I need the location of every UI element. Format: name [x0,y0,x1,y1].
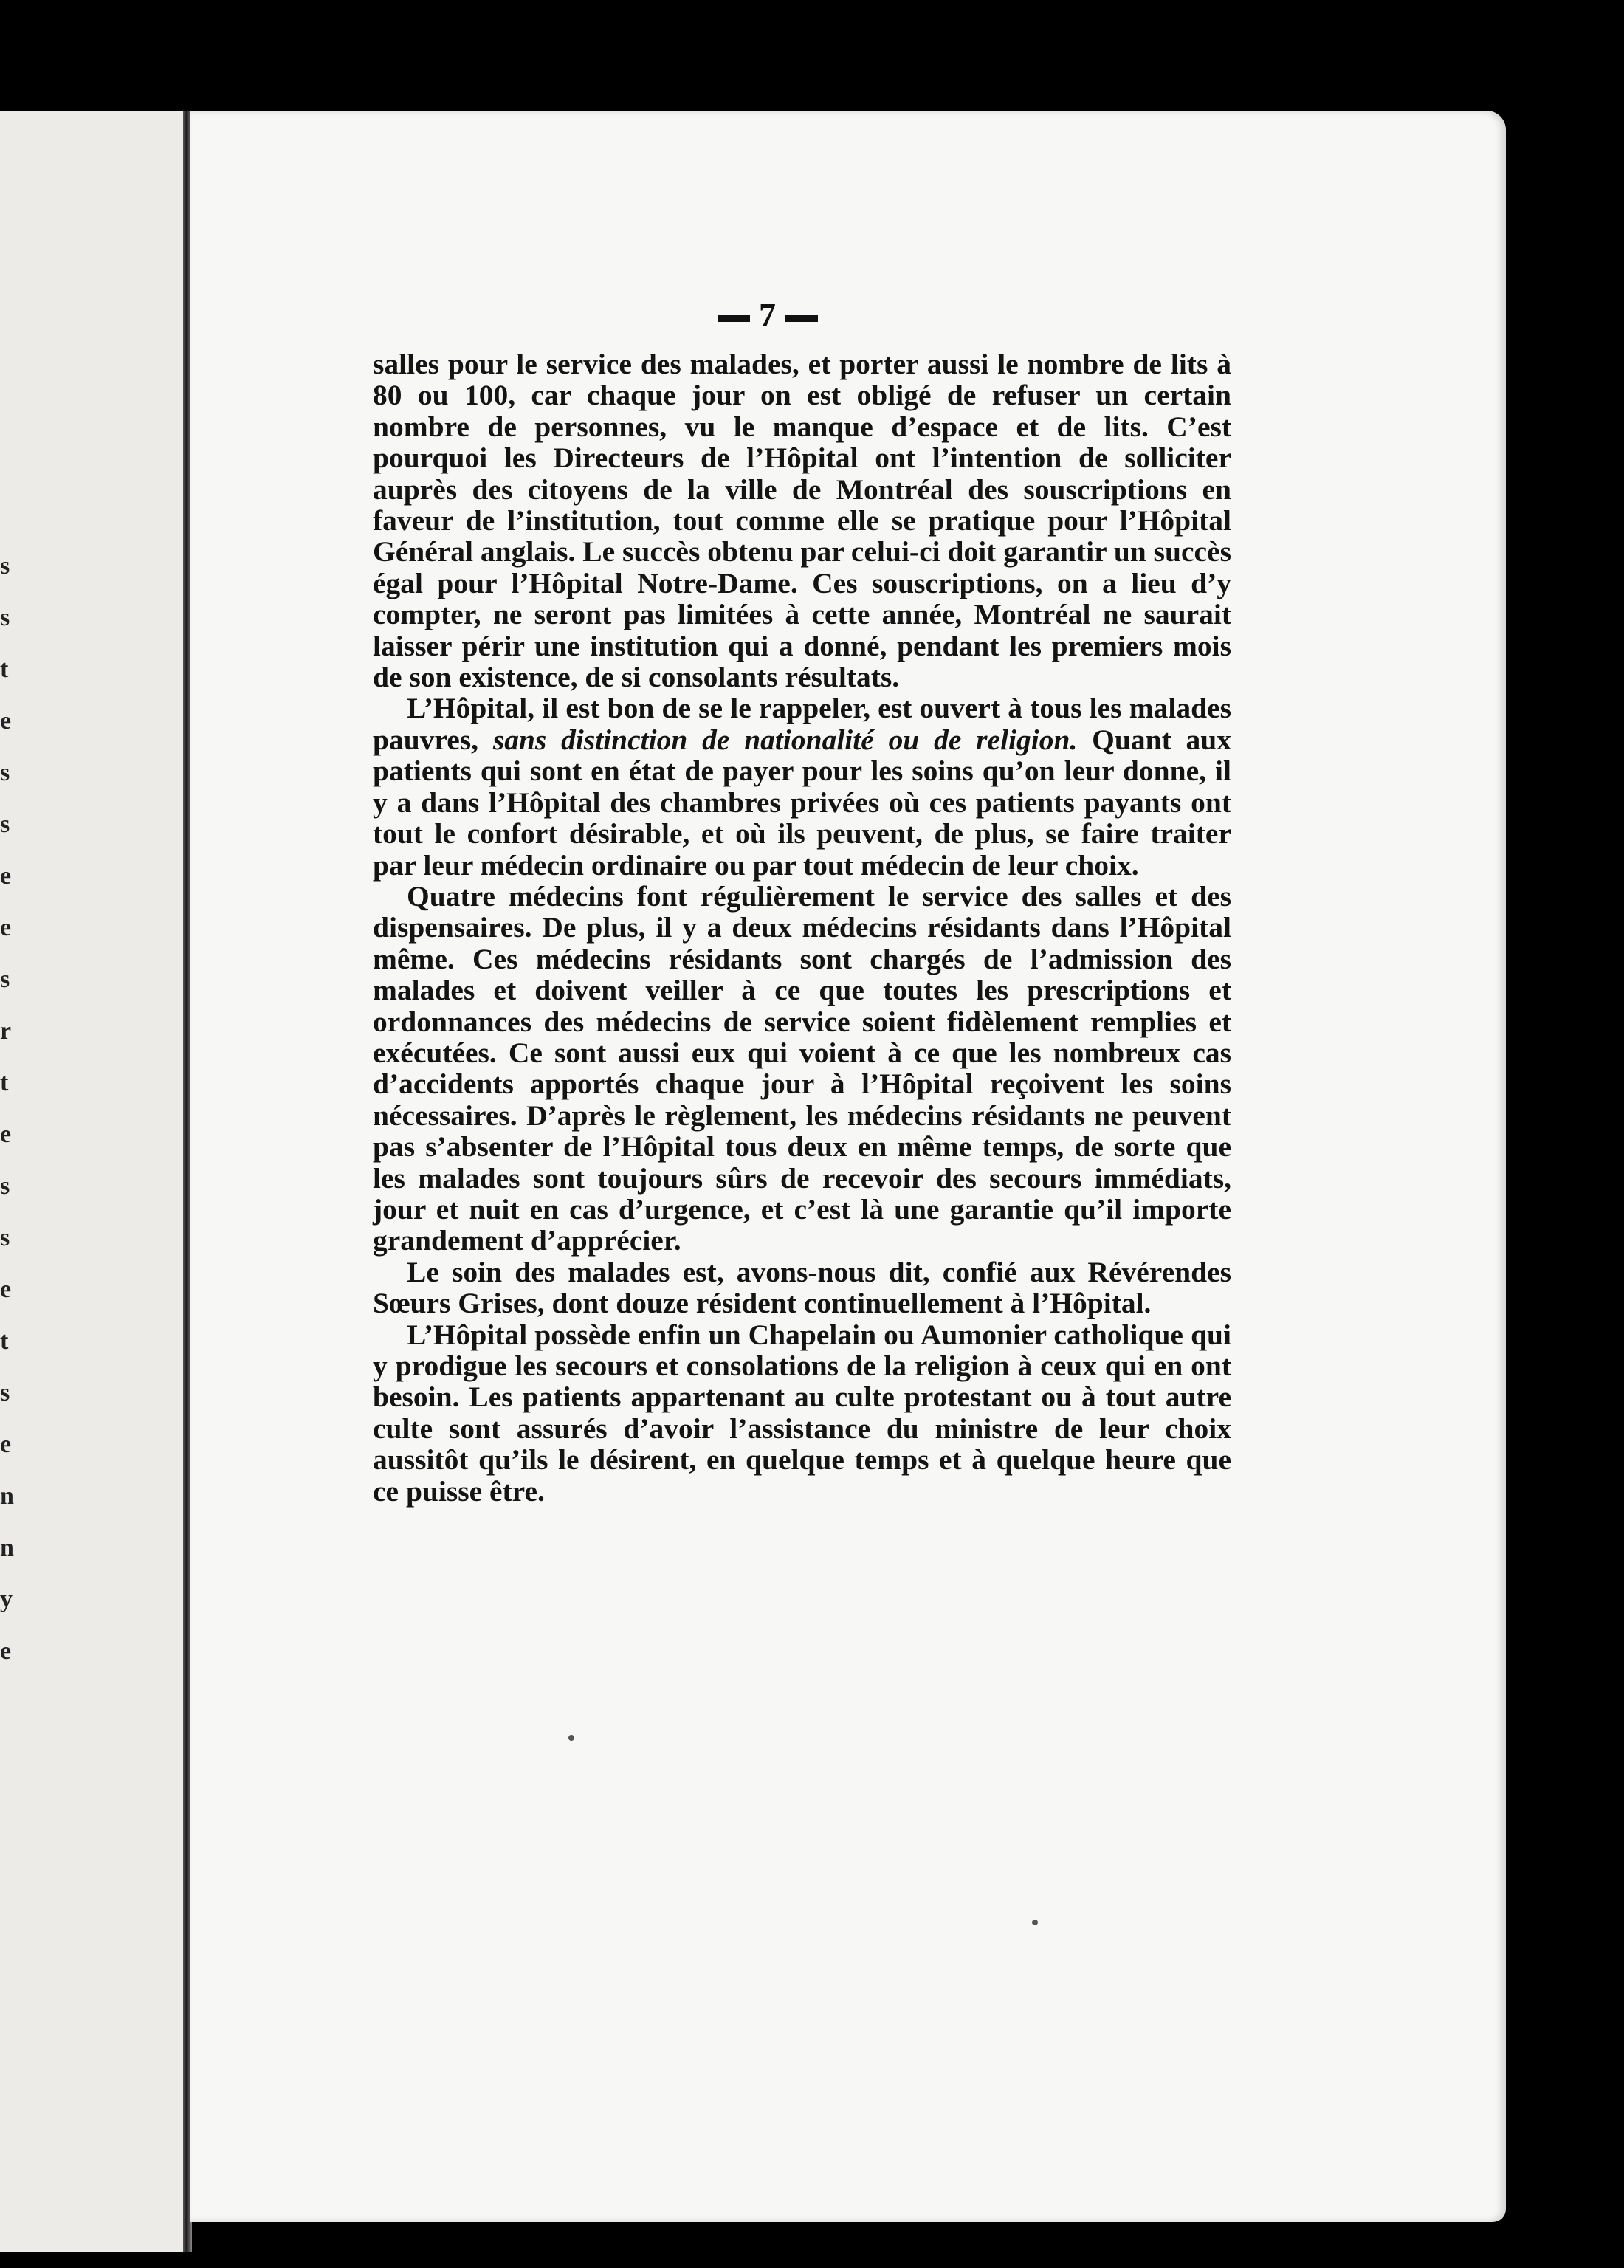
facing-page-letter: t [0,656,9,683]
page-number-text: 7 [759,296,777,334]
facing-page-letter: e [0,1276,12,1303]
body-text [373,348,1231,1507]
facing-page-letter: y [0,1586,13,1613]
paragraph-2-end: Quant aux patients qui sont en état de payer pour les soins qu’on leur donne, il y a dans l’Hôpital des chambres privées où ces patients payants ont tout le confort désirable, et où ils peuvent, de plus, se faire traiter par leur médecin ordinaire ou par tout médecin de leur choix. [373,723,1231,882]
facing-page-letter: s [0,1224,10,1251]
facing-page-letter: n [0,1482,14,1510]
paragraph-3: Quatre médecins font régulièrement le service des salles et des dispensaires. De plus, il y a deux médecins résidants dans l’Hôpital même. Ces médecins résidants sont chargés de l’admission des malades et doivent veiller à ce que toutes les prescriptions et ordonnances des médecins de service soient fidèlement remplies et exécutées. Ce sont aussi eux qui voient à ce que les nombreux cas d’accidents apportés chaque jour à l’Hôpital reçoivent les soins nécessaires. D’après le règlement, les médecins résidants ne peuvent pas s’absenter de l’Hôpital tous deux en même temps, de sorte que les malades sont toujours sûrs de recevoir des secours immédiats, jour et nuit en cas d’urgence, et c’est là une garantie qu’il importe grandement d’apprécier. [373,879,1231,1257]
facing-page-letter: t [0,1069,9,1096]
facing-page-letter: r [0,1017,12,1045]
facing-page-letter: e [0,1638,12,1665]
paragraph-5: L’Hôpital possède enfin un Chapelain ou Aumonier catholique qui y prodigue les secours et consolations de la religion à ceux qui en ont besoin. Les patients appartenant au culte protestant ou à tout autre culte sont assurés d’avoir l’assistance du ministre de leur choix aussitôt qu’ils le désirent, en quelque temps et à quelque heure que ce puisse être. [373,1318,1231,1508]
paragraph-2-start: L’Hôpital, il est bon de se le rappeler, est ouvert à tous les malades pauvres, [373,692,1231,756]
facing-page-letter: s [0,811,10,838]
facing-page-letter: e [0,862,12,890]
facing-page-edge [0,111,185,2252]
facing-page-letter: t [0,1327,9,1355]
facing-page-letter: e [0,1431,12,1458]
dash-right [785,315,818,322]
facing-page-letter: s [0,966,10,993]
page-number [709,295,827,334]
paragraph-1: salles pour le service des malades, et porter aussi le nombre de lits à 80 ou 100, car chaque jour on est obligé de refuser un certain nombre de personnes, vu le manque d’espace et de lits. C’est pourquoi les Directeurs de l’Hôpital ont l’intention de solliciter auprès des citoyens de la ville de Montréal des souscriptions en faveur de l’institution, tout comme elle se pratique pour l’Hôpital Général anglais. Le succès obtenu par celui-ci doit garantir un succès égal pour l’Hôpital Notre-Dame. Ces souscriptions, on a lieu d’y compter, ne seront pas limitées à cette année, Montréal ne saurait laisser périr une institution qui a donné, pendant les premiers mois de son existence, de si consolants résultats. [373,348,1231,694]
facing-page-letter: s [0,759,10,786]
facing-page-letters [0,554,13,1664]
paper-speck [568,1735,574,1741]
paper-speck [1032,1920,1038,1925]
paragraph-2 [373,693,1231,880]
facing-page-letter: n [0,1534,14,1561]
facing-page-letter: e [0,1121,12,1148]
facing-page-letter: s [0,604,10,631]
paragraph-4: Le soin des malades est, avons-nous dit, confié aux Révérendes Sœurs Grises, dont douze résident continuellement à l’Hôpital. [373,1255,1231,1320]
facing-page-letter: e [0,707,12,735]
dash-left [718,315,750,322]
facing-page-letter: s [0,552,10,580]
paragraph-2-italic: sans distinction de nationalité ou de religion. [492,723,1078,756]
facing-page-letter: s [0,1172,10,1200]
facing-page-letter: e [0,914,12,941]
facing-page-letter: s [0,1379,10,1406]
